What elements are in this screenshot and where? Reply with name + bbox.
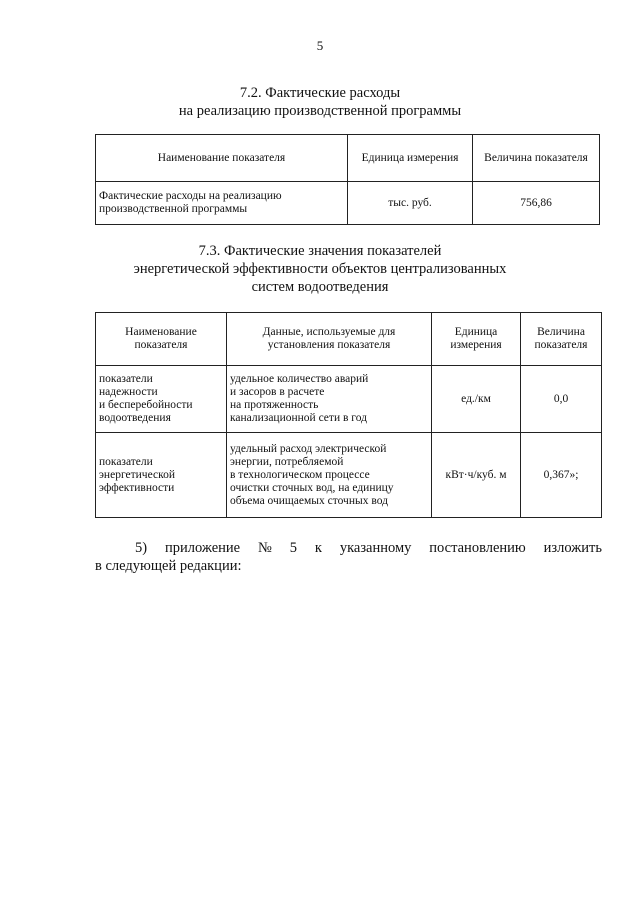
paragraph-word: № (258, 540, 272, 556)
paragraph-word: указанному (339, 540, 412, 556)
title-line: 7.2. Фактические расходы (239, 85, 401, 101)
cell-line: установления показателя (267, 339, 391, 351)
indicator-data-cell (227, 433, 432, 518)
cell-line: энергетической (99, 468, 175, 481)
title-line: систем водоотведения (251, 279, 389, 295)
cell-line: измерения (450, 339, 502, 351)
table-header-row (96, 135, 600, 182)
indicator-name-cell (96, 182, 348, 225)
value-cell: 756,86 (473, 182, 600, 225)
cell-line: Величина (537, 326, 585, 338)
cell-line: Наименование (125, 326, 197, 338)
paragraph-word: 5) (135, 540, 148, 556)
page-number: 5 (316, 38, 324, 53)
title-line: на реализацию производственной программы (178, 103, 462, 119)
header-cell: Наименование показателя (96, 135, 348, 182)
indicator-data-cell (227, 366, 432, 433)
paragraph-word: 5 (289, 540, 297, 556)
cell-line: надежности (99, 386, 158, 398)
table-row (96, 366, 602, 433)
header-cell (227, 313, 432, 366)
paragraph-word: постановлению (429, 540, 526, 556)
paragraph-word: изложить (543, 540, 602, 556)
unit-cell: ед./км (432, 366, 521, 433)
cell-line: показателя (534, 339, 588, 351)
table-row (96, 433, 602, 518)
energy-efficiency-table (95, 312, 602, 518)
value-cell: 0,367»; (521, 433, 602, 518)
cell-line: удельный расход электрической (230, 442, 387, 455)
header-cell (432, 313, 521, 366)
cell-line: в технологическом процессе (230, 468, 370, 481)
cell-line: на протяженность (230, 399, 319, 411)
header-cell: Единица измерения (348, 135, 473, 182)
cell-line: Данные, используемые для (262, 326, 396, 338)
section-7-3-title (0, 242, 640, 296)
unit-cell: кВт·ч/куб. м (432, 433, 521, 518)
cell-line: очистки сточных вод, на единицу (230, 481, 394, 494)
actual-expenses-table (95, 134, 600, 225)
table-header-row (96, 313, 602, 366)
unit-cell: тыс. руб. (348, 182, 473, 225)
cell-line: водоотведения (99, 412, 171, 424)
cell-line: Единица (454, 326, 498, 338)
section-7-2-title (0, 84, 640, 120)
indicator-name-cell (96, 433, 227, 518)
title-line: 7.3. Фактические значения показателей (198, 243, 442, 259)
title-line: энергетической эффективности объектов централизованных (133, 261, 507, 277)
cell-line: канализационной сети в год (230, 412, 367, 424)
cell-line: производственной программы (99, 203, 248, 215)
table-row (96, 182, 600, 225)
paragraph-word: к (314, 540, 322, 556)
paragraph-word: приложение (164, 540, 241, 556)
indicator-name-cell (96, 366, 227, 433)
cell-line: эффективности (99, 481, 175, 494)
cell-line: объема очищаемых сточных вод (230, 494, 388, 507)
value-cell: 0,0 (521, 366, 602, 433)
paragraph-line-1 (135, 540, 602, 557)
cell-line: Фактические расходы на реализацию (99, 190, 282, 202)
cell-line: удельное количество аварий (230, 373, 369, 385)
header-cell: Величина показателя (473, 135, 600, 182)
header-cell (521, 313, 602, 366)
header-cell (96, 313, 227, 366)
cell-line: показателя (134, 339, 188, 351)
cell-line: и бесперебойности (99, 399, 193, 411)
cell-line: показатели (99, 455, 153, 468)
cell-line: и засоров в расчете (230, 386, 325, 398)
cell-line: показатели (99, 373, 153, 385)
paragraph-line-2: в следующей редакции: (95, 558, 242, 574)
cell-line: энергии, потребляемой (230, 455, 344, 468)
